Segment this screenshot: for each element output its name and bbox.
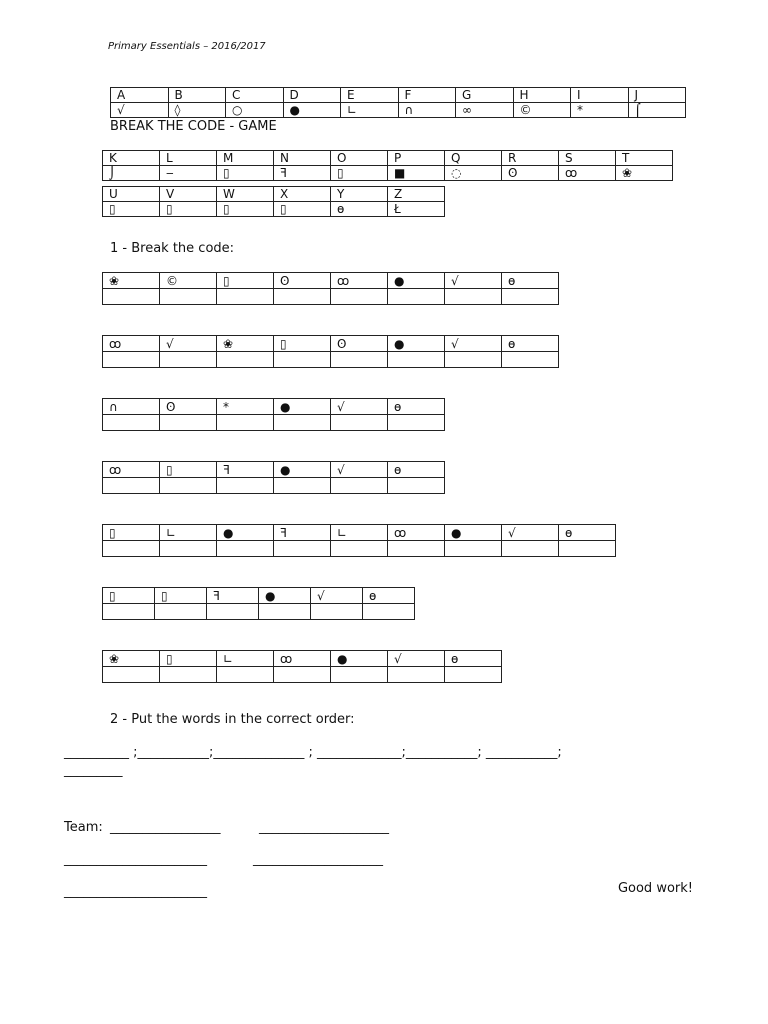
key-letter-i: I — [571, 88, 629, 103]
key-symbol-l: ‒ — [160, 166, 217, 181]
puzzle-symbol-cell: ꝏ — [103, 336, 160, 352]
puzzle-answer-row — [103, 289, 559, 305]
puzzle-symbols-row — [103, 462, 445, 478]
puzzle-symbol-cell: * — [217, 399, 274, 415]
key-letter-x: X — [274, 187, 331, 202]
puzzle-symbol-cell: ▯ — [217, 273, 274, 289]
puzzle-symbols-row — [103, 273, 559, 289]
puzzle-symbols-row — [103, 651, 502, 667]
key-symbols-row — [103, 202, 445, 217]
puzzle-answer-cell[interactable] — [388, 667, 445, 683]
puzzle-answer-cell[interactable] — [103, 541, 160, 557]
puzzle-symbol-cell: ∩ — [103, 399, 160, 415]
puzzle-answer-cell[interactable] — [207, 604, 259, 620]
puzzle-answer-cell[interactable] — [388, 352, 445, 368]
puzzle-answer-cell[interactable] — [160, 415, 217, 431]
key-symbol-c: ○ — [226, 103, 284, 118]
key-letters-row — [103, 187, 445, 202]
puzzle-answer-row — [103, 604, 415, 620]
key-symbol-o: ▯ — [331, 166, 388, 181]
key-symbol-n: ꟻ — [274, 166, 331, 181]
order-answer-line-2[interactable]: _________ — [64, 763, 123, 778]
key-letter-t: T — [616, 151, 673, 166]
team-name-line-4[interactable]: ____________________ — [253, 852, 383, 867]
puzzle-answer-cell[interactable] — [331, 478, 388, 494]
puzzle-symbol-cell: ∟ — [217, 651, 274, 667]
code-key-table-a-j — [110, 87, 686, 118]
puzzle-symbol-cell: ɵ — [502, 336, 559, 352]
section-2-title: 2 - Put the words in the correct order: — [110, 712, 355, 727]
key-letter-y: Y — [331, 187, 388, 202]
puzzle-symbol-cell: ● — [445, 525, 502, 541]
puzzle-answer-cell[interactable] — [388, 478, 445, 494]
puzzle-answer-row — [103, 415, 445, 431]
puzzle-table-4 — [102, 461, 445, 494]
puzzle-symbol-cell: ꝏ — [274, 651, 331, 667]
key-letter-m: M — [217, 151, 274, 166]
team-name-line-3[interactable]: ______________________ — [64, 852, 207, 867]
puzzle-symbol-cell: ● — [217, 525, 274, 541]
key-letter-n: N — [274, 151, 331, 166]
key-symbol-j: ⌠ — [628, 103, 686, 118]
puzzle-answer-cell[interactable] — [259, 604, 311, 620]
puzzle-symbol-cell: ꝏ — [331, 273, 388, 289]
key-letter-c: C — [226, 88, 284, 103]
order-answer-line-1[interactable]: __________ ;___________;______________ ; _____________;___________; ___________; — [64, 745, 562, 760]
puzzle-symbol-cell: ʘ — [160, 399, 217, 415]
puzzle-answer-cell[interactable] — [217, 415, 274, 431]
key-symbol-e: ∟ — [341, 103, 399, 118]
key-letter-d: D — [283, 88, 341, 103]
key-letter-u: U — [103, 187, 160, 202]
puzzle-symbol-cell: © — [160, 273, 217, 289]
puzzle-symbol-cell: ❀ — [103, 651, 160, 667]
key-symbol-h: © — [513, 103, 571, 118]
key-letter-o: O — [331, 151, 388, 166]
puzzle-symbol-cell: ▯ — [160, 462, 217, 478]
key-symbol-z: Ł — [388, 202, 445, 217]
puzzle-answer-cell[interactable] — [160, 289, 217, 305]
puzzle-answer-cell[interactable] — [331, 541, 388, 557]
key-symbol-x: ▯ — [274, 202, 331, 217]
puzzle-table-1 — [102, 272, 559, 305]
key-letter-p: P — [388, 151, 445, 166]
puzzle-symbol-cell: ▯ — [274, 336, 331, 352]
puzzle-answer-cell[interactable] — [388, 541, 445, 557]
puzzle-answer-cell[interactable] — [445, 541, 502, 557]
team-label: Team: — [64, 820, 103, 835]
puzzle-answer-cell[interactable] — [445, 352, 502, 368]
key-symbol-i: * — [571, 103, 629, 118]
puzzle-answer-cell[interactable] — [331, 667, 388, 683]
puzzle-symbol-cell: √ — [331, 399, 388, 415]
puzzle-symbol-cell: ɵ — [363, 588, 415, 604]
puzzle-symbol-cell: ɵ — [388, 462, 445, 478]
key-letter-l: L — [160, 151, 217, 166]
key-symbol-g: ∞ — [456, 103, 514, 118]
puzzle-answer-cell[interactable] — [274, 289, 331, 305]
puzzle-answer-cell[interactable] — [103, 667, 160, 683]
key-letter-b: B — [168, 88, 226, 103]
puzzle-answer-cell[interactable] — [103, 478, 160, 494]
puzzle-table-5 — [102, 524, 616, 557]
puzzle-answer-cell[interactable] — [160, 478, 217, 494]
puzzle-answer-cell[interactable] — [331, 289, 388, 305]
key-symbol-a: √ — [111, 103, 169, 118]
puzzle-symbols-row — [103, 525, 616, 541]
team-name-line-1[interactable]: _________________ — [110, 820, 221, 835]
puzzle-symbol-cell: ꟻ — [207, 588, 259, 604]
key-symbol-s: ꝏ — [559, 166, 616, 181]
key-symbol-t: ❀ — [616, 166, 673, 181]
puzzle-symbols-row — [103, 399, 445, 415]
team-name-line-2[interactable]: ____________________ — [259, 820, 389, 835]
key-letter-h: H — [513, 88, 571, 103]
document-header: Primary Essentials – 2016/2017 — [108, 41, 266, 52]
code-key-table-u-z — [102, 186, 445, 217]
puzzle-table-7 — [102, 650, 502, 683]
key-letter-w: W — [217, 187, 274, 202]
puzzle-symbol-cell: ∟ — [160, 525, 217, 541]
puzzle-answer-cell[interactable] — [274, 541, 331, 557]
puzzle-symbol-cell: ▯ — [103, 588, 155, 604]
key-letter-e: E — [341, 88, 399, 103]
key-symbol-r: ʘ — [502, 166, 559, 181]
key-letter-z: Z — [388, 187, 445, 202]
puzzle-answer-cell[interactable] — [311, 604, 363, 620]
puzzle-answer-cell[interactable] — [274, 478, 331, 494]
key-symbol-m: ▯ — [217, 166, 274, 181]
key-symbol-w: ▯ — [217, 202, 274, 217]
puzzle-table-6 — [102, 587, 415, 620]
puzzle-answer-row — [103, 352, 559, 368]
puzzle-symbols-row — [103, 588, 415, 604]
puzzle-answer-cell[interactable] — [274, 415, 331, 431]
puzzle-symbol-cell: ❀ — [103, 273, 160, 289]
key-symbol-p: ■ — [388, 166, 445, 181]
puzzle-symbol-cell: ꝏ — [103, 462, 160, 478]
game-title: BREAK THE CODE - GAME — [110, 119, 277, 134]
puzzle-answer-cell[interactable] — [502, 289, 559, 305]
key-symbol-u: ▯ — [103, 202, 160, 217]
puzzle-answer-cell[interactable] — [363, 604, 415, 620]
puzzle-symbol-cell: ● — [331, 651, 388, 667]
puzzle-symbol-cell: √ — [331, 462, 388, 478]
key-letter-v: V — [160, 187, 217, 202]
puzzle-table-3 — [102, 398, 445, 431]
key-symbols-row — [111, 103, 686, 118]
puzzle-symbol-cell: ● — [259, 588, 311, 604]
closing-message: Good work! — [617, 881, 693, 896]
puzzle-answer-cell[interactable] — [217, 352, 274, 368]
key-letter-a: A — [111, 88, 169, 103]
puzzle-answer-cell[interactable] — [559, 541, 616, 557]
section-1-title: 1 - Break the code: — [110, 241, 235, 256]
puzzle-symbol-cell: ▯ — [155, 588, 207, 604]
code-key-table-k-t — [102, 150, 673, 181]
key-symbol-f: ∩ — [398, 103, 456, 118]
key-letter-s: S — [559, 151, 616, 166]
puzzle-symbol-cell: ꟻ — [217, 462, 274, 478]
puzzle-symbol-cell: ● — [388, 336, 445, 352]
puzzle-table-2 — [102, 335, 559, 368]
puzzle-symbol-cell: √ — [445, 336, 502, 352]
puzzle-answer-cell[interactable] — [217, 541, 274, 557]
key-letter-f: F — [398, 88, 456, 103]
puzzle-answer-cell[interactable] — [217, 667, 274, 683]
key-letter-j: J — [628, 88, 686, 103]
puzzle-answer-cell[interactable] — [274, 667, 331, 683]
puzzle-answer-cell[interactable] — [103, 415, 160, 431]
key-letter-k: K — [103, 151, 160, 166]
puzzle-answer-cell[interactable] — [445, 289, 502, 305]
key-letters-row — [111, 88, 686, 103]
team-name-line-5[interactable]: ______________________ — [64, 884, 207, 899]
puzzle-symbol-cell: ● — [274, 399, 331, 415]
puzzle-answer-row — [103, 478, 445, 494]
puzzle-symbol-cell: ∟ — [331, 525, 388, 541]
puzzle-symbol-cell: √ — [388, 651, 445, 667]
puzzle-answer-cell[interactable] — [502, 352, 559, 368]
key-symbol-b: ◊ — [168, 103, 226, 118]
puzzle-symbol-cell: ꝏ — [388, 525, 445, 541]
key-symbols-row — [103, 166, 673, 181]
key-letter-g: G — [456, 88, 514, 103]
puzzle-symbol-cell: ɵ — [445, 651, 502, 667]
puzzle-symbol-cell: ʘ — [274, 273, 331, 289]
puzzle-symbol-cell: ● — [388, 273, 445, 289]
key-symbol-v: ▯ — [160, 202, 217, 217]
puzzle-symbol-cell: ɵ — [502, 273, 559, 289]
key-symbol-k: ⌡ — [103, 166, 160, 181]
puzzle-answer-row — [103, 667, 502, 683]
puzzle-answer-cell[interactable] — [160, 667, 217, 683]
puzzle-answer-cell[interactable] — [502, 541, 559, 557]
puzzle-symbol-cell: √ — [502, 525, 559, 541]
puzzle-symbol-cell: ▯ — [103, 525, 160, 541]
puzzle-answer-cell[interactable] — [103, 352, 160, 368]
puzzle-symbol-cell: √ — [445, 273, 502, 289]
key-letter-q: Q — [445, 151, 502, 166]
key-symbol-q: ◌ — [445, 166, 502, 181]
puzzle-symbol-cell: ɵ — [559, 525, 616, 541]
key-symbol-y: ɵ — [331, 202, 388, 217]
puzzle-answer-cell[interactable] — [445, 667, 502, 683]
puzzle-answer-cell[interactable] — [217, 478, 274, 494]
puzzle-answer-cell[interactable] — [331, 352, 388, 368]
puzzle-answer-cell[interactable] — [103, 289, 160, 305]
puzzle-symbol-cell: ▯ — [160, 651, 217, 667]
key-letter-r: R — [502, 151, 559, 166]
puzzle-answer-row — [103, 541, 616, 557]
puzzle-symbol-cell: ʘ — [331, 336, 388, 352]
puzzle-answer-cell[interactable] — [103, 604, 155, 620]
puzzle-symbol-cell: ● — [274, 462, 331, 478]
puzzle-answer-cell[interactable] — [160, 541, 217, 557]
key-symbol-d: ● — [283, 103, 341, 118]
puzzle-answer-cell[interactable] — [388, 415, 445, 431]
puzzle-answer-cell[interactable] — [217, 289, 274, 305]
puzzle-symbol-cell: ꟻ — [274, 525, 331, 541]
puzzle-answer-cell[interactable] — [160, 352, 217, 368]
puzzle-symbols-row — [103, 336, 559, 352]
puzzle-symbol-cell: ɵ — [388, 399, 445, 415]
puzzle-symbol-cell: √ — [311, 588, 363, 604]
puzzle-answer-cell[interactable] — [331, 415, 388, 431]
key-letters-row — [103, 151, 673, 166]
puzzle-answer-cell[interactable] — [155, 604, 207, 620]
puzzle-symbol-cell: ❀ — [217, 336, 274, 352]
puzzle-answer-cell[interactable] — [388, 289, 445, 305]
puzzle-answer-cell[interactable] — [274, 352, 331, 368]
puzzle-symbol-cell: √ — [160, 336, 217, 352]
